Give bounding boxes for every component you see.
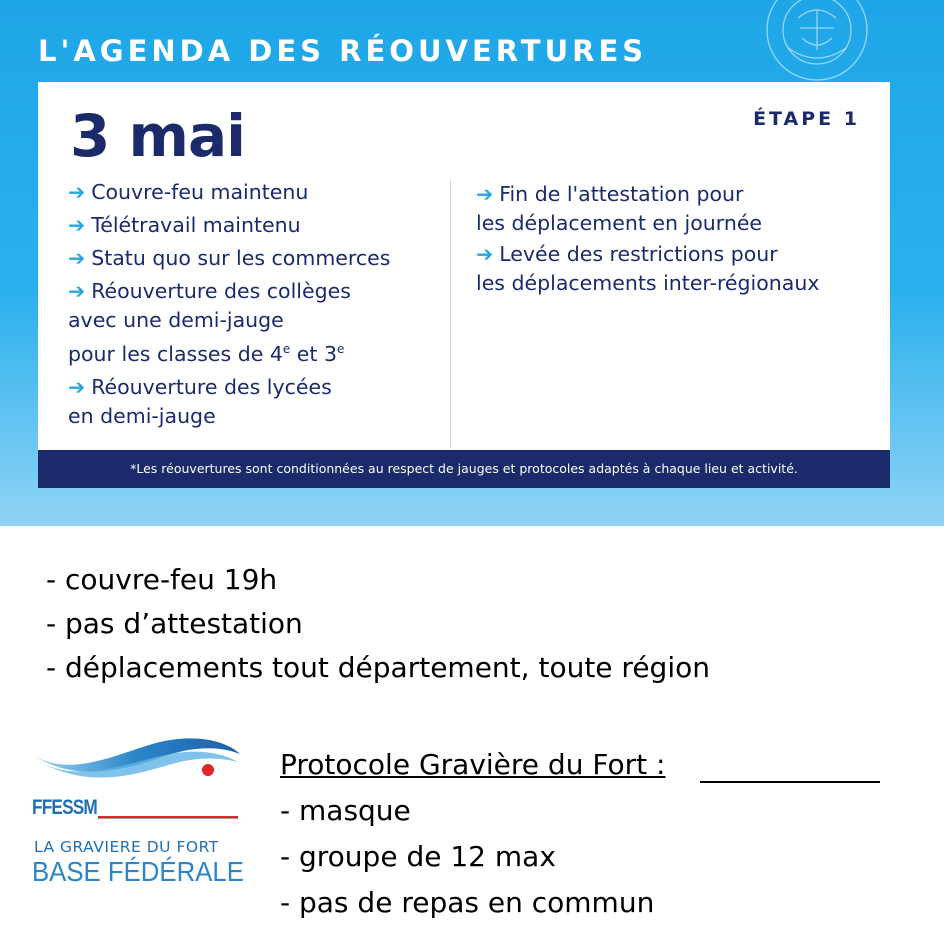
right-measures-column — [476, 180, 876, 300]
logo-grey-line — [98, 818, 238, 819]
protocol-item: - masque — [280, 794, 411, 827]
wave-icon — [30, 732, 244, 792]
protocol-title-underline — [700, 781, 880, 783]
arrow-right-icon: ➔ — [476, 242, 494, 266]
stage-label: ÉTAPE 1 — [753, 108, 860, 130]
left-measures-column — [68, 178, 448, 435]
banner-title: L'AGENDA DES RÉOUVERTURES — [38, 34, 648, 68]
measure-item: ➔ Levée des restrictions pour les déplacements inter-régionaux — [476, 242, 820, 295]
arrow-right-icon: ➔ — [68, 213, 86, 237]
footnote-bar: *Les réouvertures sont conditionnées au respect de jauges et protocoles adaptés à chaque lieu et activité. — [38, 450, 890, 488]
seal-icon — [758, 0, 876, 92]
ffessm-brand: FFESSM — [32, 796, 97, 819]
measure-item: ➔ Réouverture des lycées en demi-jauge — [68, 374, 332, 428]
arrow-right-icon: ➔ — [68, 180, 86, 204]
local-notes-list — [46, 558, 710, 690]
measure-item: ➔ Fin de l'attestation pour les déplacement en journée — [476, 182, 763, 235]
measure-item: ➔ Couvre-feu maintenu — [68, 180, 309, 204]
column-divider — [450, 180, 451, 448]
measure-item: ➔ Télétravail maintenu — [68, 213, 301, 237]
arrow-right-icon: ➔ — [68, 246, 86, 270]
ffessm-logo — [30, 732, 244, 892]
protocol-list — [280, 742, 665, 926]
note-item: - déplacements tout département, toute région — [46, 651, 710, 684]
measure-item: ➔ Statu quo sur les commerces — [68, 246, 391, 270]
arrow-right-icon: ➔ — [68, 374, 86, 399]
measure-item: ➔ Réouverture des collèges avec une demi-jauge pour les classes de 4e et 3e — [68, 279, 351, 366]
arrow-right-icon: ➔ — [68, 279, 86, 303]
protocol-item: - pas de repas en commun — [280, 886, 655, 919]
agenda-card — [38, 82, 890, 488]
note-item: - pas d’attestation — [46, 607, 303, 640]
protocol-title: Protocole Gravière du Fort : — [280, 748, 666, 781]
logo-base-federale: BASE FÉDÉRALE — [32, 856, 244, 887]
protocol-item: - groupe de 12 max — [280, 840, 556, 873]
arrow-right-icon: ➔ — [476, 182, 494, 206]
date-heading: 3 mai — [70, 102, 246, 170]
logo-site-name: LA GRAVIERE DU FORT — [34, 838, 219, 856]
note-item: - couvre-feu 19h — [46, 563, 278, 596]
